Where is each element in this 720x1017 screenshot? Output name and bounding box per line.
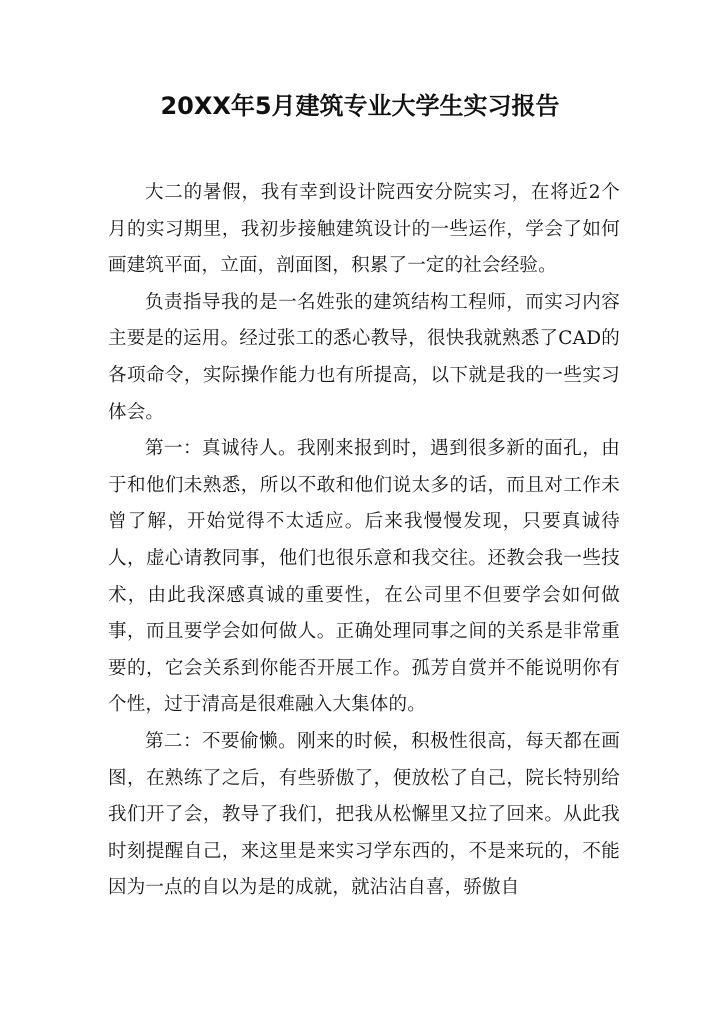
paragraph-4: 第二：不要偷懒。刚来的时候，积极性很高，每天都在画图，在熟练了之后，有些骄傲了，便放松了自己，院长特别给我们开了会，教导了我们，把我从松懈里又拉了回来。从此我时刻提醒自己，来这里是来实习学东西的，不是来玩的，不能因为一点的自以为是的成就，就沾沾自喜，骄傲自	[108, 730, 620, 899]
document-title: 20XX年5月建筑专业大学生实习报告	[160, 92, 560, 120]
paragraph-2: 负责指导我的是一名姓张的建筑结构工程师，而实习内容主要是的运用。经过张工的悉心教导，很快我就熟悉了CAD的各项命令，实际操作能力也有所提高，以下就是我的一些实习体会。	[108, 291, 620, 423]
paragraph-3: 第一：真诚待人。我刚来报到时，遇到很多新的面孔，由于和他们未熟悉，所以不敢和他们说太多的话，而且对工作未曾了解，开始觉得不太适应。后来我慢慢发现，只要真诚待人，虚心请教同事，他们也很乐意和我交往。还教会我一些技术，由此我深感真诚的重要性，在公司里不但要学会如何做事，而且要学会如何做人。正确处理同事之间的关系是非常重要的，它会关系到你能否开展工作。孤芳自赏并不能说明你有个性，过于清高是很难融入大集体的。	[108, 438, 620, 716]
paragraph-1: 大二的暑假，我有幸到设计院西安分院实习，在将近2个月的实习期里，我初步接触建筑设计的一些运作，学会了如何画建筑平面，立面，剖面图，积累了一定的社会经验。	[108, 182, 620, 277]
document-body	[108, 175, 620, 907]
